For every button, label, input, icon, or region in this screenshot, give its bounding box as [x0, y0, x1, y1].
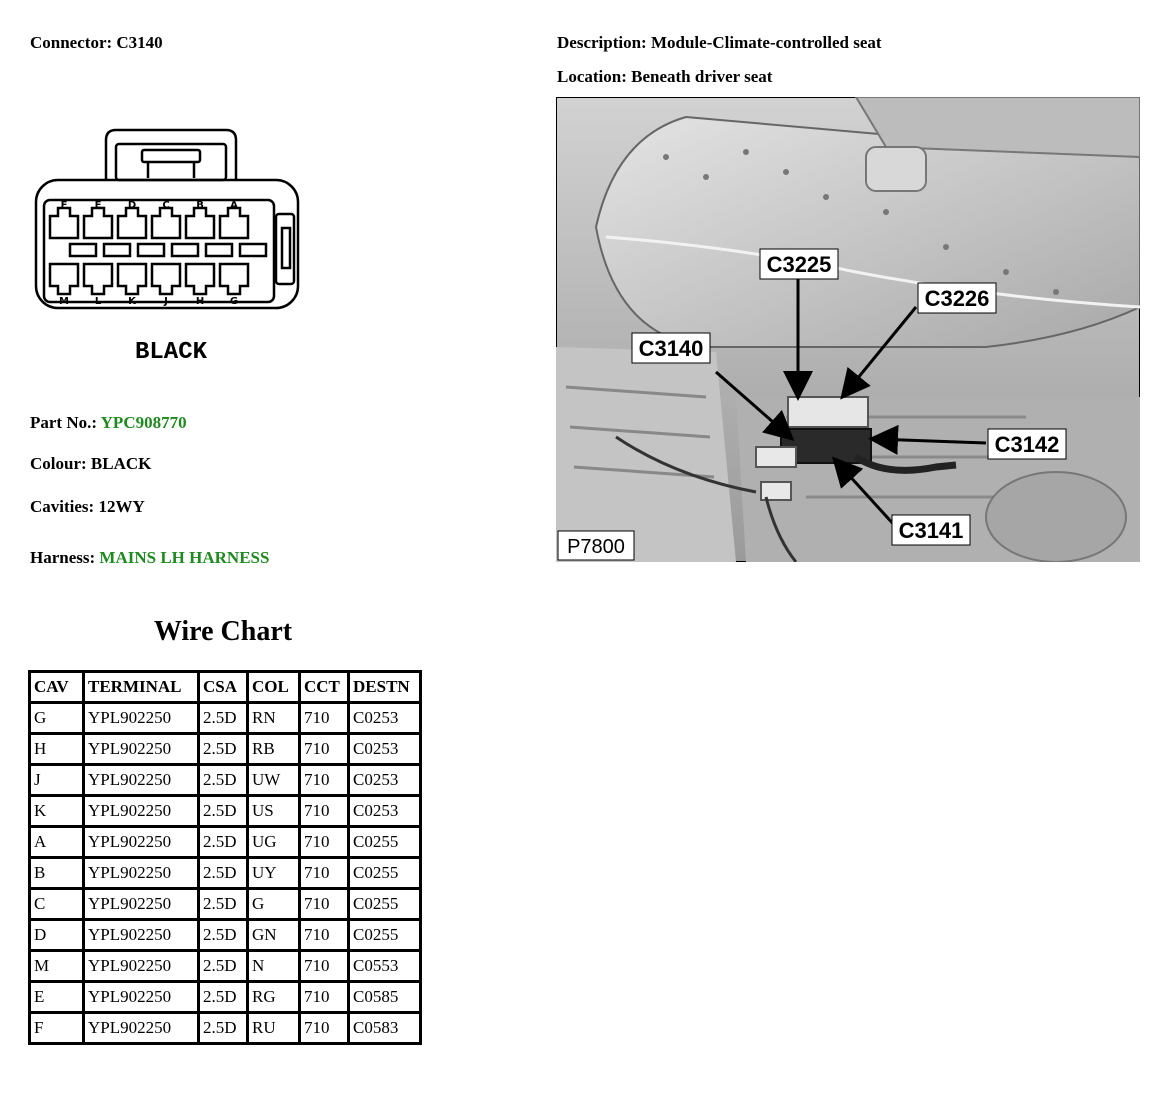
cell-col: N: [248, 951, 300, 982]
cell-destn: C0583: [349, 1013, 421, 1044]
cell-cct: 710: [300, 889, 349, 920]
callout-c3225: [760, 249, 838, 279]
cell-terminal: YPL902250: [84, 920, 199, 951]
table-row: [30, 703, 421, 734]
photo-reference: [558, 531, 634, 560]
cell-destn: C0253: [349, 734, 421, 765]
cavities-value: 12WY: [98, 497, 145, 516]
cell-cav: B: [30, 858, 84, 889]
svg-text:C3226: C3226: [924, 286, 990, 311]
svg-text:C3140: C3140: [638, 336, 704, 361]
terminal-slot: [186, 208, 214, 238]
callout-c3141: [892, 515, 970, 545]
terminal-slot: [186, 264, 214, 294]
cell-terminal: YPL902250: [84, 703, 199, 734]
cell-cct: 710: [300, 703, 349, 734]
svg-text:P7800: P7800: [567, 536, 625, 558]
connector-value: C3140: [116, 33, 163, 52]
cell-cav: K: [30, 796, 84, 827]
cell-cav: F: [30, 1013, 84, 1044]
header-cav: CAV: [30, 672, 84, 703]
cell-col: UY: [248, 858, 300, 889]
cell-csa: 2.5D: [199, 951, 248, 982]
description-value: Module-Climate-controlled seat: [650, 33, 882, 52]
cavity-letter: H: [195, 296, 205, 307]
part-no-line: [30, 413, 187, 433]
terminal-slot: [50, 264, 78, 294]
cell-destn: C0253: [349, 796, 421, 827]
svg-text:C3225: C3225: [766, 252, 832, 277]
wire-chart-header-row: [30, 672, 421, 703]
cavity-letter: D: [127, 200, 137, 211]
cell-csa: 2.5D: [199, 920, 248, 951]
part-no-label: Part No.:: [30, 413, 98, 432]
header-terminal: TERMINAL: [84, 672, 199, 703]
cell-destn: C0253: [349, 765, 421, 796]
cavity-letter: J: [164, 296, 168, 307]
table-row: [30, 951, 421, 982]
table-row: [30, 734, 421, 765]
terminal-slot: [84, 264, 112, 294]
colour-label: Colour:: [30, 454, 87, 473]
cell-destn: C0585: [349, 982, 421, 1013]
cavity-letter: A: [230, 200, 238, 211]
table-row: [30, 920, 421, 951]
top-terminal-row: [50, 208, 248, 238]
cell-col: RN: [248, 703, 300, 734]
location-photo: [556, 97, 1140, 562]
terminal-slot: [220, 264, 248, 294]
cell-col: UG: [248, 827, 300, 858]
callout-c3142: [988, 429, 1066, 459]
cell-cct: 710: [300, 734, 349, 765]
cavity-letter: L: [94, 296, 102, 307]
terminal-slot: [84, 208, 112, 238]
cavity-letter: B: [196, 200, 204, 211]
cell-csa: 2.5D: [199, 982, 248, 1013]
cell-cav: D: [30, 920, 84, 951]
table-row: [30, 858, 421, 889]
description-label: Description:: [557, 33, 647, 52]
cavity-letter: K: [128, 296, 136, 307]
colour-line: [30, 454, 151, 474]
cavity-letter: F: [60, 200, 68, 211]
cell-destn: C0255: [349, 920, 421, 951]
cell-cct: 710: [300, 827, 349, 858]
location-label: Location:: [557, 67, 627, 86]
cell-terminal: YPL902250: [84, 982, 199, 1013]
terminal-slot: [152, 264, 180, 294]
cell-col: RG: [248, 982, 300, 1013]
cell-csa: 2.5D: [199, 827, 248, 858]
table-row: [30, 796, 421, 827]
cell-csa: 2.5D: [199, 796, 248, 827]
header-cct: CCT: [300, 672, 349, 703]
cavities-label: Cavities:: [30, 497, 95, 516]
wire-chart-title: Wire Chart: [153, 616, 293, 647]
wire-chart-table: [28, 670, 422, 1045]
cell-cav: M: [30, 951, 84, 982]
cell-terminal: YPL902250: [84, 889, 199, 920]
cell-cav: J: [30, 765, 84, 796]
cell-terminal: YPL902250: [84, 796, 199, 827]
callout-c3226: [918, 283, 996, 313]
cell-destn: C0255: [349, 827, 421, 858]
connector-label: Connector:: [30, 33, 113, 52]
cell-col: G: [248, 889, 300, 920]
header-destn: DESTN: [349, 672, 421, 703]
cell-terminal: YPL902250: [84, 1013, 199, 1044]
harness-link[interactable]: MAINS LH HARNESS: [99, 548, 270, 567]
cell-cct: 710: [300, 982, 349, 1013]
cell-cct: 710: [300, 951, 349, 982]
harness-label: Harness:: [30, 548, 96, 567]
table-row: [30, 765, 421, 796]
cell-csa: 2.5D: [199, 734, 248, 765]
cell-cav: A: [30, 827, 84, 858]
terminal-slot: [220, 208, 248, 238]
cell-cav: G: [30, 703, 84, 734]
cell-csa: 2.5D: [199, 703, 248, 734]
cavity-letter: C: [162, 200, 170, 211]
cavity-letter: G: [229, 296, 239, 307]
cell-col: GN: [248, 920, 300, 951]
cell-cct: 710: [300, 1013, 349, 1044]
cell-destn: C0255: [349, 858, 421, 889]
cell-csa: 2.5D: [199, 858, 248, 889]
cell-destn: C0255: [349, 889, 421, 920]
callout-c3140: [632, 333, 710, 363]
header-col: COL: [248, 672, 300, 703]
cell-cav: H: [30, 734, 84, 765]
cell-terminal: YPL902250: [84, 765, 199, 796]
table-row: [30, 1013, 421, 1044]
connector-face-diagram: [30, 128, 312, 368]
svg-text:C3142: C3142: [994, 432, 1060, 457]
cell-cav: C: [30, 889, 84, 920]
svg-text:C3141: C3141: [898, 518, 964, 543]
cell-csa: 2.5D: [199, 889, 248, 920]
terminal-slot: [118, 208, 146, 238]
colour-value: BLACK: [90, 454, 152, 473]
cell-terminal: YPL902250: [84, 858, 199, 889]
part-no-link[interactable]: YPC908770: [100, 413, 187, 432]
cell-cct: 710: [300, 920, 349, 951]
cell-terminal: YPL902250: [84, 827, 199, 858]
cavity-letter: M: [59, 296, 69, 307]
location-line: [557, 67, 772, 87]
cell-cct: 710: [300, 765, 349, 796]
cell-cct: 710: [300, 858, 349, 889]
location-value: Beneath driver seat: [631, 67, 773, 86]
harness-line: [30, 548, 269, 568]
cell-destn: C0253: [349, 703, 421, 734]
cell-cav: E: [30, 982, 84, 1013]
description-line: [557, 33, 882, 53]
connector-line: [30, 33, 163, 53]
cell-col: UW: [248, 765, 300, 796]
terminal-slot: [118, 264, 146, 294]
diagram-colour-label: BLACK: [134, 339, 208, 366]
cell-terminal: YPL902250: [84, 951, 199, 982]
cell-col: RU: [248, 1013, 300, 1044]
terminal-slot: [50, 208, 78, 238]
table-row: [30, 827, 421, 858]
table-row: [30, 982, 421, 1013]
header-csa: CSA: [199, 672, 248, 703]
table-row: [30, 889, 421, 920]
cell-cct: 710: [300, 796, 349, 827]
cell-col: RB: [248, 734, 300, 765]
cell-col: US: [248, 796, 300, 827]
cell-destn: C0553: [349, 951, 421, 982]
cell-csa: 2.5D: [199, 1013, 248, 1044]
cell-csa: 2.5D: [199, 765, 248, 796]
bottom-terminal-row: [50, 264, 248, 294]
cell-terminal: YPL902250: [84, 734, 199, 765]
cavity-letter: E: [94, 200, 102, 211]
cavities-line: [30, 497, 145, 517]
terminal-slot: [152, 208, 180, 238]
